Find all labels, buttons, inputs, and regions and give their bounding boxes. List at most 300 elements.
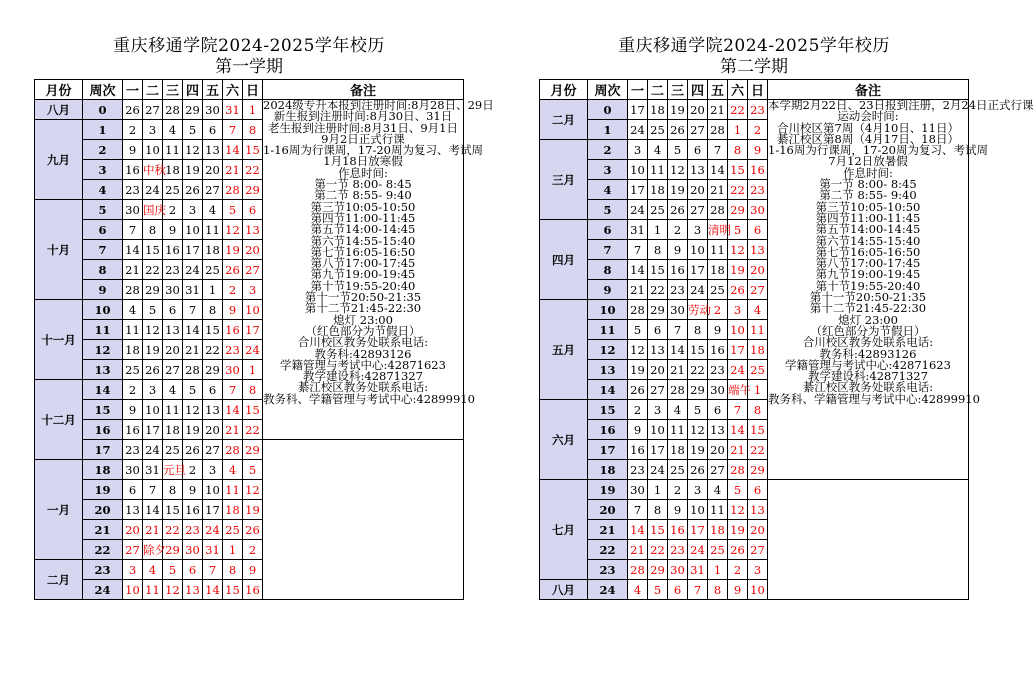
note-line: 合川校区第7周（4月10日、11日） [777, 120, 959, 135]
note-line: 第十节19:55-20:40 [310, 278, 416, 293]
holiday-cell: 国庆 [143, 200, 163, 220]
week-number: 8 [83, 260, 123, 280]
day-cell: 11 [708, 240, 728, 260]
column-header: 四 [688, 80, 708, 100]
day-cell: 8 [203, 300, 223, 320]
day-cell: 25 [708, 280, 728, 300]
day-cell: 20 [648, 360, 668, 380]
week-number: 11 [83, 320, 123, 340]
day-cell: 22 [203, 340, 223, 360]
day-cell: 11 [203, 220, 223, 240]
day-cell: 13 [163, 320, 183, 340]
day-cell: 7 [143, 480, 163, 500]
day-cell: 26 [668, 200, 688, 220]
day-cell: 23 [628, 460, 648, 480]
day-cell: 20 [688, 100, 708, 120]
day-cell: 7 [123, 220, 143, 240]
day-cell: 24 [628, 120, 648, 140]
day-cell: 4 [708, 480, 728, 500]
day-cell: 6 [688, 140, 708, 160]
day-cell: 2 [748, 120, 768, 140]
note-line: 1-16周为行课周，17-20周为复习、考试周 [768, 143, 988, 158]
day-cell: 22 [163, 520, 183, 540]
day-cell: 18 [708, 520, 728, 540]
note-line: （红色部分为节假日） [305, 323, 421, 338]
day-cell: 18 [648, 100, 668, 120]
day-cell: 22 [243, 420, 263, 440]
day-cell: 6 [203, 380, 223, 400]
day-cell: 2 [183, 460, 203, 480]
day-cell: 28 [223, 440, 243, 460]
month-cell: 七月 [540, 480, 588, 580]
day-cell: 19 [728, 260, 748, 280]
day-cell: 7 [728, 400, 748, 420]
day-cell: 3 [243, 280, 263, 300]
day-cell: 12 [728, 240, 748, 260]
note-line: 第二节 8:55- 9:40 [314, 188, 412, 203]
month-cell: 十二月 [35, 380, 83, 460]
note-line: 教学建设科:42871327 [303, 369, 423, 384]
day-cell: 6 [708, 400, 728, 420]
day-cell: 30 [123, 200, 143, 220]
day-cell: 27 [708, 460, 728, 480]
note-line: 第三节10:05-10:50 [310, 199, 416, 214]
day-cell: 1 [728, 120, 748, 140]
day-cell: 18 [668, 440, 688, 460]
day-cell: 1 [243, 360, 263, 380]
week-number: 22 [83, 540, 123, 560]
holiday-cell: 元旦 [163, 460, 183, 480]
day-cell: 10 [143, 400, 163, 420]
day-cell: 29 [648, 560, 668, 580]
column-header: 五 [708, 80, 728, 100]
day-cell: 10 [183, 220, 203, 240]
day-cell: 12 [243, 480, 263, 500]
week-number: 20 [588, 500, 628, 520]
holiday-cell: 端午 [728, 380, 748, 400]
day-cell: 22 [728, 180, 748, 200]
day-cell: 2 [163, 200, 183, 220]
day-cell: 2 [628, 400, 648, 420]
day-cell: 24 [628, 200, 648, 220]
note-line: 合川校区教务处联系电话: [297, 335, 429, 350]
day-cell: 6 [163, 300, 183, 320]
week-number: 23 [588, 560, 628, 580]
day-cell: 27 [648, 380, 668, 400]
header-row [35, 80, 464, 100]
day-cell: 3 [123, 560, 143, 580]
holiday-cell: 中秋 [143, 160, 163, 180]
week-number: 9 [588, 280, 628, 300]
day-cell: 16 [668, 260, 688, 280]
week-number: 3 [83, 160, 123, 180]
note-line: （红色部分为节假日） [810, 323, 926, 338]
note-line: 第五节14:00-14:45 [310, 222, 416, 237]
month-cell: 四月 [540, 220, 588, 300]
day-cell: 30 [748, 200, 768, 220]
day-cell: 31 [183, 280, 203, 300]
day-cell: 22 [143, 260, 163, 280]
day-cell: 26 [123, 100, 143, 120]
week-number: 19 [83, 480, 123, 500]
day-cell: 27 [688, 120, 708, 140]
day-cell: 15 [163, 500, 183, 520]
week-number: 4 [83, 180, 123, 200]
day-cell: 27 [688, 200, 708, 220]
day-cell: 19 [728, 520, 748, 540]
day-cell: 15 [748, 420, 768, 440]
day-cell: 26 [143, 360, 163, 380]
day-cell: 16 [123, 420, 143, 440]
day-cell: 4 [668, 400, 688, 420]
day-cell: 16 [748, 160, 768, 180]
day-cell: 14 [728, 420, 748, 440]
day-cell: 27 [243, 260, 263, 280]
day-cell: 20 [163, 340, 183, 360]
day-cell: 16 [123, 160, 143, 180]
day-cell: 29 [648, 300, 668, 320]
day-cell: 11 [648, 160, 668, 180]
day-cell: 2 [708, 300, 728, 320]
day-cell: 20 [748, 520, 768, 540]
day-cell: 12 [688, 420, 708, 440]
holiday-cell: 清明 [708, 220, 728, 240]
week-number: 8 [588, 260, 628, 280]
day-cell: 28 [223, 180, 243, 200]
day-cell: 11 [163, 140, 183, 160]
day-cell: 24 [688, 540, 708, 560]
day-cell: 14 [668, 340, 688, 360]
day-cell: 28 [628, 560, 648, 580]
day-cell: 3 [688, 220, 708, 240]
day-cell: 25 [648, 200, 668, 220]
day-cell: 22 [728, 100, 748, 120]
day-cell: 27 [163, 360, 183, 380]
day-cell: 16 [183, 500, 203, 520]
day-cell: 7 [223, 120, 243, 140]
day-cell: 26 [688, 460, 708, 480]
column-header: 备注 [263, 80, 464, 100]
note-line: 第九节19:00-19:45 [310, 267, 416, 282]
day-cell: 21 [668, 360, 688, 380]
day-cell: 13 [648, 340, 668, 360]
day-cell: 8 [728, 140, 748, 160]
day-cell: 5 [223, 200, 243, 220]
day-cell: 25 [163, 180, 183, 200]
column-header: 周次 [588, 80, 628, 100]
note-line: 第一节 8:00- 8:45 [819, 177, 917, 192]
day-cell: 5 [163, 560, 183, 580]
day-cell: 13 [203, 400, 223, 420]
day-cell: 23 [708, 360, 728, 380]
day-cell: 17 [628, 100, 648, 120]
day-cell: 17 [243, 320, 263, 340]
day-cell: 19 [668, 100, 688, 120]
day-cell: 21 [708, 100, 728, 120]
day-cell: 6 [203, 120, 223, 140]
note-line: 学籍管理与考试中心:42871623 [785, 357, 951, 372]
day-cell: 24 [728, 360, 748, 380]
day-cell: 24 [143, 180, 163, 200]
day-cell: 24 [143, 440, 163, 460]
day-cell: 2 [668, 480, 688, 500]
day-cell: 20 [123, 520, 143, 540]
week-number: 15 [83, 400, 123, 420]
day-cell: 11 [668, 420, 688, 440]
day-cell: 31 [223, 100, 243, 120]
day-cell: 5 [183, 120, 203, 140]
day-cell: 28 [728, 460, 748, 480]
day-cell: 17 [688, 520, 708, 540]
day-cell: 15 [243, 140, 263, 160]
day-cell: 4 [143, 560, 163, 580]
week-number: 18 [83, 460, 123, 480]
day-cell: 8 [708, 580, 728, 600]
day-cell: 6 [183, 560, 203, 580]
day-cell: 7 [708, 140, 728, 160]
day-cell: 1 [648, 480, 668, 500]
day-cell: 13 [748, 240, 768, 260]
note-line: 熄灯 23:00 [333, 312, 393, 327]
week-number: 10 [588, 300, 628, 320]
note-line: 第八节17:00-17:45 [310, 256, 416, 271]
week-number: 5 [588, 200, 628, 220]
day-cell: 5 [243, 460, 263, 480]
day-cell: 2 [668, 220, 688, 240]
day-cell: 31 [688, 560, 708, 580]
week-number: 12 [588, 340, 628, 360]
day-cell: 15 [143, 240, 163, 260]
day-cell: 9 [243, 560, 263, 580]
column-header: 二 [648, 80, 668, 100]
note-line: 第九节19:00-19:45 [815, 267, 921, 282]
calendar-table [34, 79, 494, 600]
week-number: 14 [588, 380, 628, 400]
week-number: 16 [83, 420, 123, 440]
day-cell: 14 [628, 260, 648, 280]
day-cell: 27 [143, 100, 163, 120]
month-cell: 八月 [540, 580, 588, 600]
day-cell: 19 [628, 360, 648, 380]
day-cell: 3 [648, 400, 668, 420]
day-cell: 1 [648, 220, 668, 240]
day-cell: 7 [223, 380, 243, 400]
day-cell: 10 [123, 580, 143, 600]
day-cell: 28 [183, 360, 203, 380]
day-cell: 26 [728, 280, 748, 300]
day-cell: 29 [748, 460, 768, 480]
week-row [540, 480, 969, 500]
week-row [35, 440, 464, 460]
day-cell: 29 [203, 360, 223, 380]
day-cell: 12 [183, 400, 203, 420]
day-cell: 20 [203, 160, 223, 180]
day-cell: 25 [708, 540, 728, 560]
day-cell: 10 [628, 160, 648, 180]
semester-subtitle: 第二学期 [720, 57, 788, 77]
calendar-title: 重庆移通学院2024-2025学年校历 [618, 36, 890, 56]
week-number: 24 [588, 580, 628, 600]
note-line: 教务科:42893126 [314, 346, 412, 361]
day-cell: 5 [728, 220, 748, 240]
day-cell: 28 [163, 100, 183, 120]
day-cell: 25 [203, 260, 223, 280]
day-cell: 24 [203, 520, 223, 540]
day-cell: 16 [163, 240, 183, 260]
day-cell: 21 [223, 420, 243, 440]
day-cell: 8 [163, 480, 183, 500]
day-cell: 14 [203, 580, 223, 600]
day-cell: 26 [243, 520, 263, 540]
day-cell: 10 [243, 300, 263, 320]
column-header: 一 [628, 80, 648, 100]
day-cell: 14 [223, 140, 243, 160]
day-cell: 30 [668, 300, 688, 320]
day-cell: 19 [223, 240, 243, 260]
week-number: 2 [83, 140, 123, 160]
day-cell: 3 [728, 300, 748, 320]
column-header: 三 [668, 80, 688, 100]
week-number: 3 [588, 160, 628, 180]
day-cell: 22 [688, 360, 708, 380]
day-cell: 8 [243, 120, 263, 140]
day-cell: 4 [163, 120, 183, 140]
day-cell: 20 [243, 240, 263, 260]
day-cell: 1 [223, 540, 243, 560]
day-cell: 10 [648, 420, 668, 440]
day-cell: 3 [748, 560, 768, 580]
note-line: 老生报到注册时间:8月31日、9月1日 [268, 120, 458, 135]
day-cell: 8 [748, 400, 768, 420]
day-cell: 11 [163, 400, 183, 420]
day-cell: 20 [203, 420, 223, 440]
week-number: 10 [83, 300, 123, 320]
day-cell: 27 [203, 440, 223, 460]
day-cell: 10 [688, 240, 708, 260]
day-cell: 15 [648, 260, 668, 280]
day-cell: 7 [688, 580, 708, 600]
day-cell: 31 [628, 220, 648, 240]
day-cell: 8 [648, 240, 668, 260]
note-line: 第二节 8:55- 9:40 [819, 188, 917, 203]
week-number: 6 [588, 220, 628, 240]
day-cell: 26 [728, 540, 748, 560]
note-line: 熄灯 23:00 [838, 312, 898, 327]
day-cell: 24 [243, 340, 263, 360]
day-cell: 25 [648, 120, 668, 140]
day-cell: 9 [183, 480, 203, 500]
day-cell: 18 [123, 340, 143, 360]
day-cell: 5 [668, 140, 688, 160]
column-header: 周次 [83, 80, 123, 100]
week-number: 1 [83, 120, 123, 140]
day-cell: 26 [628, 380, 648, 400]
day-cell: 3 [143, 120, 163, 140]
column-header: 五 [203, 80, 223, 100]
day-cell: 5 [648, 580, 668, 600]
week-number: 17 [588, 440, 628, 460]
column-header: 六 [223, 80, 243, 100]
day-cell: 9 [163, 220, 183, 240]
note-line: 第一节 8:00- 8:45 [314, 177, 412, 192]
day-cell: 12 [668, 160, 688, 180]
day-cell: 13 [243, 220, 263, 240]
day-cell: 22 [243, 160, 263, 180]
day-cell: 31 [143, 460, 163, 480]
day-cell: 26 [668, 120, 688, 140]
week-number: 7 [588, 240, 628, 260]
day-cell: 21 [628, 280, 648, 300]
note-line: 作息时间: [843, 165, 893, 180]
day-cell: 17 [628, 180, 648, 200]
note-line: 第十节19:55-20:40 [815, 278, 921, 293]
day-cell: 17 [688, 260, 708, 280]
day-cell: 23 [668, 540, 688, 560]
day-cell: 11 [708, 500, 728, 520]
notes-empty [768, 480, 969, 600]
day-cell: 1 [748, 380, 768, 400]
day-cell: 6 [748, 220, 768, 240]
day-cell: 30 [163, 280, 183, 300]
day-cell: 18 [163, 420, 183, 440]
day-cell: 18 [163, 160, 183, 180]
note-line: 第八节17:00-17:45 [815, 256, 921, 271]
day-cell: 4 [203, 200, 223, 220]
day-cell: 14 [708, 160, 728, 180]
day-cell: 29 [728, 200, 748, 220]
day-cell: 7 [628, 240, 648, 260]
day-cell: 15 [203, 320, 223, 340]
note-line: 运动会时间: [837, 109, 899, 124]
week-number: 18 [588, 460, 628, 480]
week-number: 16 [588, 420, 628, 440]
day-cell: 9 [223, 300, 243, 320]
day-cell: 2 [123, 380, 143, 400]
day-cell: 23 [123, 180, 143, 200]
week-number: 2 [588, 140, 628, 160]
week-number: 22 [588, 540, 628, 560]
day-cell: 1 [708, 560, 728, 580]
note-line: 第六节14:55-15:40 [815, 233, 921, 248]
week-number: 6 [83, 220, 123, 240]
day-cell: 21 [143, 520, 163, 540]
day-cell: 24 [688, 280, 708, 300]
month-cell: 六月 [540, 400, 588, 480]
day-cell: 11 [143, 580, 163, 600]
note-line: 第三节10:05-10:50 [815, 199, 921, 214]
day-cell: 27 [748, 540, 768, 560]
week-number: 13 [83, 360, 123, 380]
day-cell: 2 [123, 120, 143, 140]
day-cell: 6 [668, 580, 688, 600]
day-cell: 25 [668, 460, 688, 480]
day-cell: 26 [183, 440, 203, 460]
column-header: 备注 [768, 80, 969, 100]
day-cell: 3 [688, 480, 708, 500]
day-cell: 8 [223, 560, 243, 580]
day-cell: 15 [728, 160, 748, 180]
day-cell: 8 [648, 500, 668, 520]
day-cell: 21 [628, 540, 648, 560]
day-cell: 13 [203, 140, 223, 160]
column-header: 二 [143, 80, 163, 100]
note-line: 教务科:42893126 [819, 346, 917, 361]
week-number: 19 [588, 480, 628, 500]
note-line: 1月18日放寒假 [323, 154, 403, 169]
note-line: 合川校区教务处联系电话: [802, 335, 934, 350]
day-cell: 5 [628, 320, 648, 340]
day-cell: 27 [748, 280, 768, 300]
